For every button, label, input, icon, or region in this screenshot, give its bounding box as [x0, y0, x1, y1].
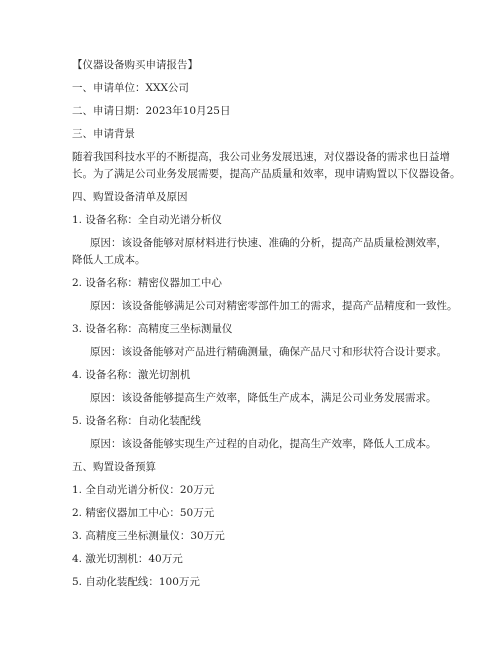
equipment-item-2-name: 2. 设备名称：精密仪器加工中心 — [72, 277, 222, 289]
budget-item-3: 3. 高精度三坐标测量仪：30万元 — [72, 530, 225, 542]
budget-item-1: 1. 全自动光谱分析仪：20万元 — [72, 484, 215, 496]
budget-item-5: 5. 自动化装配线：100万元 — [72, 576, 200, 588]
budget-item-2: 2. 精密仪器加工中心：50万元 — [72, 507, 215, 519]
equipment-item-3-name: 3. 设备名称：高精度三坐标测量仪 — [72, 323, 233, 335]
section-background-heading: 三、申请背景 — [72, 128, 135, 140]
document-title: 【仪器设备购买申请报告】 — [72, 59, 198, 71]
background-paragraph-line-2: 长。为了满足公司业务发展需要，提高产品质量和效率，现申请购置以下仪器设备。 — [72, 168, 461, 180]
equipment-item-4-name: 4. 设备名称：激光切割机 — [72, 369, 191, 381]
section-budget-heading: 五、购置设备预算 — [72, 461, 156, 473]
equipment-item-5-name: 5. 设备名称：自动化装配线 — [72, 415, 201, 427]
equipment-item-1-reason-line-1: 原因：该设备能够对原材料进行快速、准确的分析，提高产品质量检测效率， — [90, 237, 447, 249]
equipment-item-5-reason: 原因：该设备能够实现生产过程的自动化，提高生产效率，降低人工成本。 — [90, 438, 437, 450]
equipment-item-4-reason: 原因：该设备能够提高生产效率，降低生产成本，满足公司业务发展需求。 — [90, 392, 437, 404]
equipment-item-2-reason: 原因：该设备能够满足公司对精密零部件加工的需求，提高产品精度和一致性。 — [90, 300, 458, 312]
background-paragraph-line-1: 随着我国科技水平的不断提高，我公司业务发展迅速，对仪器设备的需求也日益增 — [72, 151, 450, 163]
equipment-item-1-reason-line-2: 降低人工成本。 — [72, 254, 146, 266]
equipment-item-3-reason: 原因：该设备能够对产品进行精确测量，确保产品尺寸和形状符合设计要求。 — [90, 346, 447, 358]
budget-item-4: 4. 激光切割机：40万元 — [72, 553, 183, 565]
section-applicant: 一、申请单位：XXX公司 — [72, 82, 189, 94]
section-date: 二、申请日期：2023年10月25日 — [72, 105, 231, 117]
section-equipment-list-heading: 四、购置设备清单及原因 — [72, 191, 188, 203]
equipment-item-1-name: 1. 设备名称：全自动光谱分析仪 — [72, 214, 222, 226]
